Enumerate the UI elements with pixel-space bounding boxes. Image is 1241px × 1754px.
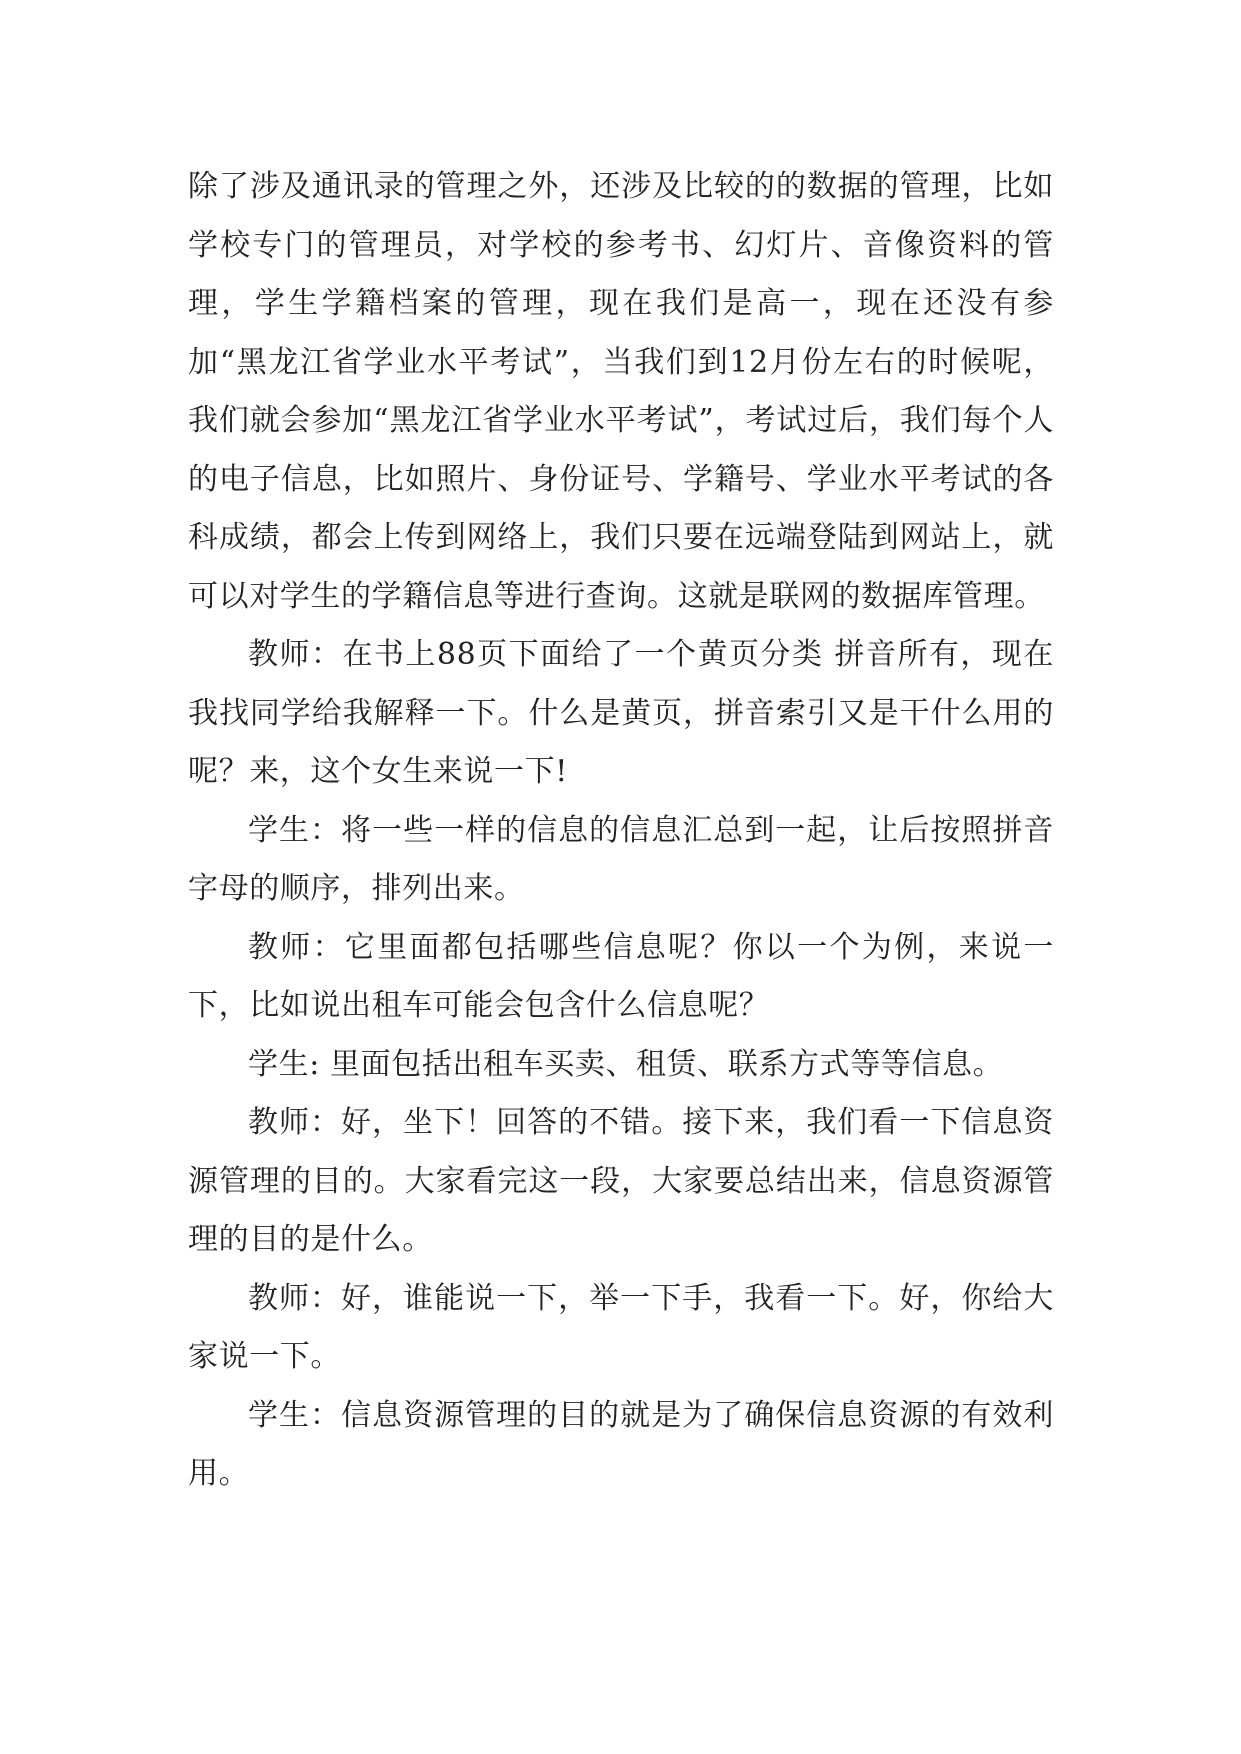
paragraph-student-answer-pinyin: 学生：将一些一样的信息的信息汇总到一起，让后按照拼音字母的顺序，排列出来。 xyxy=(188,812,1054,906)
document-body xyxy=(188,158,1054,1504)
paragraph-teacher-taxi-question: 教师：它里面都包括哪些信息呢？你以一个为例，来说一下，比如说出租车可能会包含什么信息呢？ xyxy=(188,929,1054,1023)
paragraph-student-taxi-answer: 学生: 里面包括出租车买卖、租赁、联系方式等等信息。 xyxy=(248,1046,1004,1082)
paragraph-teacher-yellow-pages: 教师：在书上88页下面给了一个黄页分类 拼音所有，现在我找同学给我解释一下。什么是黄页，拼音索引又是干什么用的呢？来，这个女生来说一下! xyxy=(188,637,1054,789)
paragraph-teacher-management-goal: 教师：好，坐下！回答的不错。接下来，我们看一下信息资源管理的目的。大家看完这一段，大家要总结出来，信息资源管理的目的是什么。 xyxy=(188,1105,1054,1257)
paragraph-student-goal-answer: 学生：信息资源管理的目的就是为了确保信息资源的有效利用。 xyxy=(188,1397,1054,1491)
paragraph-database-management: 除了涉及通讯录的管理之外，还涉及比较的的数据的管理，比如学校专门的管理员，对学校的参考书、幻灯片、音像资料的管理，学生学籍档案的管理，现在我们是高一，现在还没有参加“黑龙江省学业水平考试”，当我们到12月份左右的时候呢，我们就会参加“黑龙江省学业水平考试”，考试过后，我们每个人的电子信息，比如照片、身份证号、学籍号、学业水平考试的各科成绩，都会上传到网络上，我们只要在远端登陆到网站上，就可以对学生的学籍信息等进行查询。这就是联网的数据库管理。 xyxy=(188,169,1054,614)
paragraph-teacher-call-student: 教师：好，谁能说一下，举一下手，我看一下。好，你给大家说一下。 xyxy=(188,1280,1054,1374)
